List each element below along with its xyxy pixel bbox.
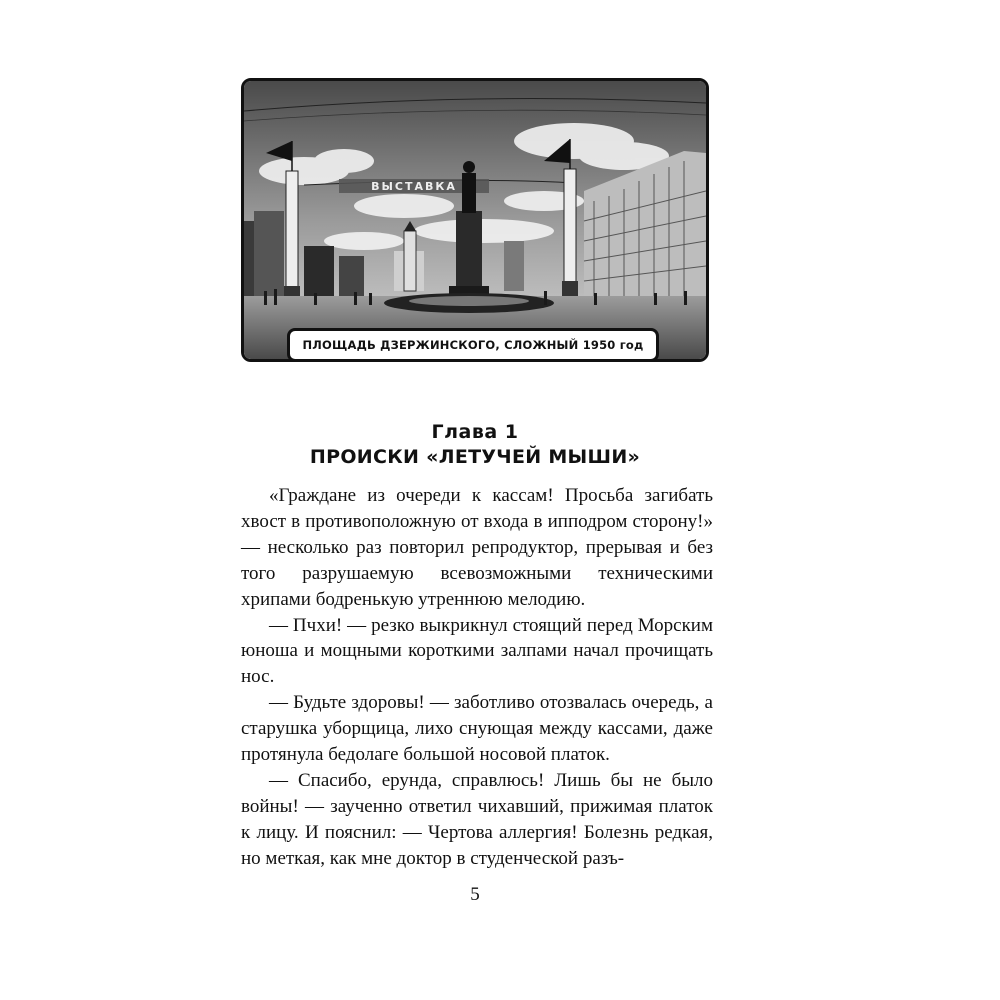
page-number: 5 xyxy=(470,884,480,905)
photo-caption xyxy=(287,328,659,362)
chapter-number: Глава 1 xyxy=(431,421,519,443)
photo-caption-text: ПЛОЩАДЬ ДЗЕРЖИНСКОГО, СЛОЖНЫЙ 1950 год xyxy=(302,338,644,352)
body-text xyxy=(241,483,713,872)
square-scene-illustration xyxy=(244,81,706,359)
exhibition-banner-text: ВЫСТАВКА xyxy=(371,180,457,193)
paragraph: — Спасибо, ерунда, справлюсь! Лишь бы не было войны! — заученно ответил чихавший, прижимая платок к лицу. И пояснил: — Чертова аллергия! Болезнь редкая, но меткая, как мне доктор в студенческой разъ- xyxy=(241,769,713,869)
paragraph: — Пчхи! — резко выкрикнул стоящий перед Морским юноша и мощными короткими залпами начал прочищать нос. xyxy=(241,614,713,688)
chapter-heading xyxy=(241,420,709,470)
paragraph: — Будьте здоровы! — заботливо отозвалась очередь, а старушка уборщица, лихо снующая между кассами, даже протянула бедолаге большой носовой платок. xyxy=(241,692,713,766)
historical-photo xyxy=(241,78,709,362)
paragraph: «Граждане из очереди к кассам! Просьба загибать хвост в противоположную от входа в ипподром сторону!» — несколько раз повторил репродуктор, прерывая и без того разрушаемую всевозможными техническими хрипами бодренькую утреннюю мелодию. xyxy=(241,485,713,610)
chapter-title: ПРОИСКИ «ЛЕТУЧЕЙ МЫШИ» xyxy=(309,446,641,468)
